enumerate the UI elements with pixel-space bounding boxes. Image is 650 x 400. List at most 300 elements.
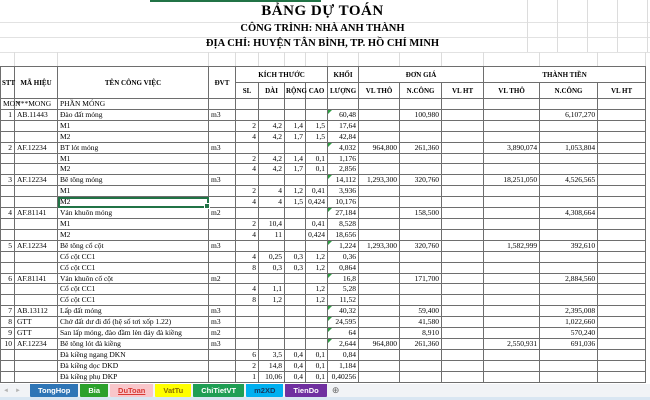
cell-tt_nc[interactable] — [540, 251, 598, 262]
cell-dvt[interactable]: m2 — [209, 208, 236, 219]
cell-tt_vl[interactable] — [484, 229, 540, 240]
cell-cao[interactable]: 0,41 — [306, 186, 328, 197]
cell-rong[interactable] — [285, 295, 306, 306]
cell-dg_vl[interactable] — [359, 208, 400, 219]
cell-cao[interactable]: 0,1 — [306, 153, 328, 164]
cell-dvt[interactable] — [209, 251, 236, 262]
cell-dg_vl[interactable] — [359, 197, 400, 208]
cell-dg_vl[interactable] — [359, 229, 400, 240]
cell-tt_vl[interactable] — [484, 208, 540, 219]
cell-tt_nc[interactable] — [540, 360, 598, 371]
cell-rong[interactable] — [285, 175, 306, 186]
cell-rong[interactable]: 1,7 — [285, 131, 306, 142]
cell-tt_vl[interactable] — [484, 153, 540, 164]
cell-tt_nc[interactable] — [540, 371, 598, 382]
cell-sl[interactable]: 8 — [236, 262, 259, 273]
cell-sl[interactable] — [236, 175, 259, 186]
cell-dg_ht[interactable] — [442, 262, 484, 273]
cell-cao[interactable] — [306, 328, 328, 339]
cell-dg_nc[interactable] — [400, 218, 442, 229]
cell-dg_ht[interactable] — [442, 208, 484, 219]
cell-dvt[interactable] — [209, 262, 236, 273]
cell-tt_nc[interactable]: 6,107,270 — [540, 109, 598, 120]
cell-ten[interactable]: M1 — [58, 218, 209, 229]
cell-dg_nc[interactable] — [400, 284, 442, 295]
cell-rong[interactable] — [285, 99, 306, 110]
sheet-tab-bia[interactable]: Bia — [80, 384, 108, 397]
cell-ma[interactable]: AB.13112 — [15, 306, 58, 317]
cell-ten[interactable]: Đà kiềng phụ DKP — [58, 371, 209, 382]
cell-dg_ht[interactable] — [442, 371, 484, 382]
cell-tt_vl[interactable]: 18,251,050 — [484, 175, 540, 186]
cell-sl[interactable] — [236, 240, 259, 251]
cell-ten[interactable]: Ván khuôn cổ cột — [58, 273, 209, 284]
add-sheet-button[interactable]: ⊕ — [331, 385, 340, 395]
cell-tt_ht[interactable] — [598, 99, 646, 110]
cell-dai[interactable] — [259, 99, 285, 110]
cell-kl[interactable] — [328, 99, 359, 110]
cell-tt_nc[interactable] — [540, 120, 598, 131]
cell-tt_ht[interactable] — [598, 208, 646, 219]
cell-ma[interactable] — [15, 349, 58, 360]
cell-tt_nc[interactable] — [540, 349, 598, 360]
cell-dai[interactable]: 3,5 — [259, 349, 285, 360]
cell-cao[interactable] — [306, 273, 328, 284]
cell-ma[interactable] — [15, 229, 58, 240]
cell-stt[interactable] — [1, 120, 15, 131]
cell-dg_vl[interactable] — [359, 186, 400, 197]
cell-dg_vl[interactable] — [359, 120, 400, 131]
cell-rong[interactable] — [285, 240, 306, 251]
cell-sl[interactable] — [236, 338, 259, 349]
cell-stt[interactable] — [1, 131, 15, 142]
cell-dg_nc[interactable]: 41,580 — [400, 317, 442, 328]
cell-sl[interactable] — [236, 317, 259, 328]
cell-rong[interactable] — [285, 306, 306, 317]
cell-ma[interactable] — [15, 284, 58, 295]
cell-rong[interactable] — [285, 229, 306, 240]
cell-dvt[interactable] — [209, 120, 236, 131]
cell-tt_ht[interactable] — [598, 197, 646, 208]
cell-cao[interactable]: 0,424 — [306, 197, 328, 208]
cell-dvt[interactable] — [209, 229, 236, 240]
cell-stt[interactable]: MON — [1, 99, 15, 110]
cell-tt_vl[interactable] — [484, 273, 540, 284]
cell-dvt[interactable]: m3 — [209, 142, 236, 153]
cell-stt[interactable]: 6 — [1, 273, 15, 284]
cell-sl[interactable]: 2 — [236, 186, 259, 197]
cell-dg_ht[interactable] — [442, 131, 484, 142]
cell-stt[interactable] — [1, 284, 15, 295]
cell-cao[interactable] — [306, 99, 328, 110]
cell-kl[interactable]: 0,36 — [328, 251, 359, 262]
cell-ma[interactable] — [15, 120, 58, 131]
cell-tt_ht[interactable] — [598, 306, 646, 317]
cell-tt_ht[interactable] — [598, 328, 646, 339]
col-header-dg-vl-tho[interactable]: VL THÔ — [359, 83, 400, 99]
cell-ten[interactable]: Đà kiềng ngang DKN — [58, 349, 209, 360]
cell-stt[interactable]: 9 — [1, 328, 15, 339]
cell-dg_vl[interactable] — [359, 109, 400, 120]
cell-dg_vl[interactable]: 964,800 — [359, 338, 400, 349]
cell-tt_ht[interactable] — [598, 229, 646, 240]
cell-kl[interactable]: 3,936 — [328, 186, 359, 197]
cell-dg_ht[interactable] — [442, 338, 484, 349]
cell-dai[interactable] — [259, 338, 285, 349]
cell-stt[interactable]: 7 — [1, 306, 15, 317]
cell-ten[interactable]: Cổ cột CC1 — [58, 251, 209, 262]
cell-dg_vl[interactable] — [359, 306, 400, 317]
cell-tt_ht[interactable] — [598, 273, 646, 284]
cell-dg_nc[interactable] — [400, 120, 442, 131]
cell-rong[interactable] — [285, 218, 306, 229]
cell-sl[interactable] — [236, 142, 259, 153]
cell-tt_ht[interactable] — [598, 295, 646, 306]
cell-kl[interactable]: 27,184 — [328, 208, 359, 219]
cell-cao[interactable] — [306, 240, 328, 251]
col-header-tt-vl-ht[interactable]: VL HT — [598, 83, 646, 99]
cell-cao[interactable] — [306, 317, 328, 328]
tab-scroll-left-icon[interactable]: ◄ — [3, 387, 9, 394]
sheet-tab-tiendo[interactable]: TienDo — [285, 384, 326, 397]
cell-kl[interactable]: 2,856 — [328, 164, 359, 175]
cell-ma[interactable] — [15, 371, 58, 382]
sheet-tab-chitietvt[interactable]: ChiTietVT — [193, 384, 244, 397]
cell-dg_nc[interactable]: 8,910 — [400, 328, 442, 339]
cell-dg_ht[interactable] — [442, 349, 484, 360]
cell-cao[interactable]: 1,2 — [306, 251, 328, 262]
cell-dg_ht[interactable] — [442, 175, 484, 186]
cell-tt_nc[interactable] — [540, 229, 598, 240]
cell-rong[interactable] — [285, 338, 306, 349]
cell-dg_vl[interactable] — [359, 371, 400, 382]
cell-dg_vl[interactable] — [359, 251, 400, 262]
sheet-tab-m2xd[interactable]: m2XD — [246, 384, 283, 397]
cell-kl[interactable]: 1,224 — [328, 240, 359, 251]
cell-rong[interactable]: 1,2 — [285, 186, 306, 197]
cell-ma[interactable] — [15, 164, 58, 175]
cell-cao[interactable]: 0,424 — [306, 229, 328, 240]
cell-dvt[interactable] — [209, 131, 236, 142]
cell-stt[interactable] — [1, 197, 15, 208]
cell-rong[interactable]: 0,3 — [285, 251, 306, 262]
cell-tt_vl[interactable] — [484, 251, 540, 262]
col-header-tt-n-cong[interactable]: N.CÔNG — [540, 83, 598, 99]
cell-dg_ht[interactable] — [442, 229, 484, 240]
cell-kl[interactable]: 18,656 — [328, 229, 359, 240]
cell-dai[interactable]: 4,2 — [259, 153, 285, 164]
cell-ma[interactable] — [15, 197, 58, 208]
cell-tt_vl[interactable]: 1,582,999 — [484, 240, 540, 251]
cell-dg_vl[interactable] — [359, 218, 400, 229]
cell-rong[interactable]: 0,3 — [285, 262, 306, 273]
col-header-ten-cong-viec[interactable]: TÊN CÔNG VIỆC — [58, 67, 209, 99]
cell-tt_vl[interactable] — [484, 284, 540, 295]
cell-dai[interactable] — [259, 317, 285, 328]
cell-cao[interactable]: 1,2 — [306, 295, 328, 306]
cell-ma[interactable]: GTT — [15, 317, 58, 328]
cell-dg_vl[interactable] — [359, 262, 400, 273]
cell-cao[interactable]: 0,1 — [306, 360, 328, 371]
cell-dg_ht[interactable] — [442, 317, 484, 328]
cell-dg_vl[interactable]: 1,293,300 — [359, 240, 400, 251]
cell-dvt[interactable] — [209, 99, 236, 110]
cell-kl[interactable]: 10,176 — [328, 197, 359, 208]
cell-kl[interactable]: 4,032 — [328, 142, 359, 153]
cell-dai[interactable]: 1,1 — [259, 284, 285, 295]
cell-ten[interactable]: Bê tông móng — [58, 175, 209, 186]
cell-dvt[interactable] — [209, 284, 236, 295]
cell-kl[interactable]: 14,112 — [328, 175, 359, 186]
cell-ten[interactable]: Lấp đất móng — [58, 306, 209, 317]
cell-dg_vl[interactable]: 1,293,300 — [359, 175, 400, 186]
cell-sl[interactable]: 4 — [236, 284, 259, 295]
cell-rong[interactable]: 1,4 — [285, 153, 306, 164]
cell-sl[interactable]: 4 — [236, 229, 259, 240]
cell-ten[interactable]: Ván khuôn móng — [58, 208, 209, 219]
cell-ma[interactable]: AB.11443 — [15, 109, 58, 120]
cell-dg_vl[interactable] — [359, 295, 400, 306]
cell-dg_vl[interactable] — [359, 99, 400, 110]
cell-ten[interactable]: PHẦN MÓNG — [58, 99, 209, 110]
cell-dai[interactable] — [259, 273, 285, 284]
cell-ten[interactable]: Cổ cột CC1 — [58, 262, 209, 273]
cell-kl[interactable]: 0,84 — [328, 349, 359, 360]
cell-dg_nc[interactable] — [400, 186, 442, 197]
cell-cao[interactable]: 1,2 — [306, 262, 328, 273]
cell-tt_ht[interactable] — [598, 284, 646, 295]
cell-dg_nc[interactable]: 320,760 — [400, 175, 442, 186]
cell-stt[interactable]: 3 — [1, 175, 15, 186]
cell-tt_vl[interactable] — [484, 371, 540, 382]
cell-dg_nc[interactable] — [400, 197, 442, 208]
cell-cao[interactable] — [306, 306, 328, 317]
cell-sl[interactable] — [236, 306, 259, 317]
cell-stt[interactable] — [1, 229, 15, 240]
cell-tt_nc[interactable] — [540, 186, 598, 197]
cell-tt_nc[interactable]: 1,053,804 — [540, 142, 598, 153]
cell-dai[interactable]: 14,8 — [259, 360, 285, 371]
cell-dvt[interactable]: m3 — [209, 109, 236, 120]
cell-stt[interactable] — [1, 295, 15, 306]
cell-tt_nc[interactable]: 2,395,008 — [540, 306, 598, 317]
cell-tt_vl[interactable] — [484, 262, 540, 273]
cell-kl[interactable]: 2,644 — [328, 338, 359, 349]
cell-tt_nc[interactable]: 4,308,664 — [540, 208, 598, 219]
cell-ten[interactable]: M2 — [58, 164, 209, 175]
cell-tt_ht[interactable] — [598, 251, 646, 262]
cell-sl[interactable]: 4 — [236, 251, 259, 262]
cell-dvt[interactable]: m3 — [209, 175, 236, 186]
cell-dai[interactable] — [259, 328, 285, 339]
cell-tt_vl[interactable] — [484, 317, 540, 328]
cell-ten[interactable]: BT lót móng — [58, 142, 209, 153]
cell-dg_nc[interactable] — [400, 229, 442, 240]
cell-cao[interactable]: 0,1 — [306, 349, 328, 360]
cell-cao[interactable]: 0,1 — [306, 164, 328, 175]
cell-tt_vl[interactable] — [484, 306, 540, 317]
cell-kl[interactable]: 5,28 — [328, 284, 359, 295]
cell-tt_vl[interactable] — [484, 131, 540, 142]
cell-dvt[interactable] — [209, 186, 236, 197]
cell-tt_nc[interactable] — [540, 131, 598, 142]
cell-dai[interactable]: 4 — [259, 186, 285, 197]
cell-dg_nc[interactable] — [400, 262, 442, 273]
cell-tt_nc[interactable] — [540, 262, 598, 273]
cell-dg_nc[interactable] — [400, 349, 442, 360]
cell-dvt[interactable] — [209, 197, 236, 208]
cell-ma[interactable] — [15, 186, 58, 197]
cell-sl[interactable] — [236, 109, 259, 120]
cell-tt_nc[interactable]: 691,036 — [540, 338, 598, 349]
cell-dvt[interactable] — [209, 295, 236, 306]
col-header-cao[interactable]: CAO — [306, 83, 328, 99]
cell-rong[interactable]: 0,4 — [285, 371, 306, 382]
cell-dg_nc[interactable] — [400, 251, 442, 262]
cell-tt_ht[interactable] — [598, 153, 646, 164]
cell-sl[interactable]: 2 — [236, 218, 259, 229]
cell-ten[interactable]: Cổ cột CC1 — [58, 295, 209, 306]
cell-kl[interactable]: 16,8 — [328, 273, 359, 284]
cell-cao[interactable] — [306, 109, 328, 120]
cell-ma[interactable]: AF.12234 — [15, 240, 58, 251]
cell-ma[interactable] — [15, 218, 58, 229]
cell-dg_ht[interactable] — [442, 284, 484, 295]
cell-dg_nc[interactable]: 158,500 — [400, 208, 442, 219]
cell-ma[interactable] — [15, 131, 58, 142]
cell-tt_nc[interactable] — [540, 153, 598, 164]
cell-dg_vl[interactable]: 964,800 — [359, 142, 400, 153]
cell-tt_ht[interactable] — [598, 142, 646, 153]
cell-dai[interactable]: 4,2 — [259, 164, 285, 175]
cell-sl[interactable]: 8 — [236, 295, 259, 306]
cell-dg_nc[interactable]: 59,400 — [400, 306, 442, 317]
cell-ma[interactable]: GTT — [15, 328, 58, 339]
cell-dg_vl[interactable] — [359, 164, 400, 175]
cell-dvt[interactable] — [209, 153, 236, 164]
cell-sl[interactable]: 2 — [236, 153, 259, 164]
cell-tt_nc[interactable] — [540, 218, 598, 229]
cell-tt_ht[interactable] — [598, 317, 646, 328]
cell-ten[interactable]: Đà kiềng dọc DKD — [58, 360, 209, 371]
cell-tt_nc[interactable]: 570,240 — [540, 328, 598, 339]
cell-rong[interactable]: 0,4 — [285, 349, 306, 360]
cell-dg_ht[interactable] — [442, 99, 484, 110]
cell-tt_vl[interactable] — [484, 197, 540, 208]
cell-stt[interactable] — [1, 360, 15, 371]
cell-dg_nc[interactable] — [400, 360, 442, 371]
cell-dai[interactable]: 4 — [259, 197, 285, 208]
cell-tt_vl[interactable] — [484, 360, 540, 371]
cell-dg_vl[interactable] — [359, 317, 400, 328]
cell-dg_ht[interactable] — [442, 273, 484, 284]
cell-ten[interactable]: M2 — [58, 131, 209, 142]
cell-dg_ht[interactable] — [442, 328, 484, 339]
cell-stt[interactable]: 1 — [1, 109, 15, 120]
cell-kl[interactable]: 1,184 — [328, 360, 359, 371]
cell-kl[interactable]: 64 — [328, 328, 359, 339]
cell-rong[interactable]: 1,7 — [285, 164, 306, 175]
cell-ten[interactable]: Đào đất móng — [58, 109, 209, 120]
cell-dg_nc[interactable]: 171,700 — [400, 273, 442, 284]
cell-tt_nc[interactable] — [540, 99, 598, 110]
cell-dai[interactable]: 10,4 — [259, 218, 285, 229]
cell-dvt[interactable]: m3 — [209, 306, 236, 317]
cell-dg_nc[interactable]: 261,360 — [400, 142, 442, 153]
cell-tt_ht[interactable] — [598, 120, 646, 131]
cell-dg_nc[interactable] — [400, 164, 442, 175]
cell-tt_nc[interactable]: 392,610 — [540, 240, 598, 251]
cell-dg_ht[interactable] — [442, 218, 484, 229]
col-header-dai[interactable]: DÀI — [259, 83, 285, 99]
cell-dai[interactable]: 10,06 — [259, 371, 285, 382]
cell-ma[interactable] — [15, 295, 58, 306]
cell-tt_vl[interactable] — [484, 120, 540, 131]
cell-tt_ht[interactable] — [598, 175, 646, 186]
cell-dg_nc[interactable] — [400, 295, 442, 306]
cell-dai[interactable] — [259, 208, 285, 219]
cell-dg_ht[interactable] — [442, 306, 484, 317]
cell-kl[interactable]: 40,32 — [328, 306, 359, 317]
cell-dg_vl[interactable] — [359, 273, 400, 284]
cell-kl[interactable]: 17,64 — [328, 120, 359, 131]
cell-sl[interactable]: 1 — [236, 371, 259, 382]
cell-cao[interactable] — [306, 142, 328, 153]
cell-sl[interactable] — [236, 99, 259, 110]
cell-dg_nc[interactable]: 261,360 — [400, 338, 442, 349]
cell-stt[interactable]: 2 — [1, 142, 15, 153]
cell-dai[interactable]: 11 — [259, 229, 285, 240]
cell-rong[interactable] — [285, 142, 306, 153]
cell-rong[interactable] — [285, 328, 306, 339]
col-header-dvt[interactable]: ĐVT — [209, 67, 236, 99]
cell-dai[interactable]: 0,25 — [259, 251, 285, 262]
cell-stt[interactable] — [1, 371, 15, 382]
cell-dg_vl[interactable] — [359, 360, 400, 371]
cell-dai[interactable] — [259, 109, 285, 120]
cell-stt[interactable] — [1, 164, 15, 175]
cell-kl[interactable]: 42,84 — [328, 131, 359, 142]
cell-tt_nc[interactable]: 1,022,660 — [540, 317, 598, 328]
cell-dg_ht[interactable] — [442, 109, 484, 120]
cell-tt_vl[interactable] — [484, 218, 540, 229]
cell-dg_ht[interactable] — [442, 240, 484, 251]
cell-kl[interactable]: 60,48 — [328, 109, 359, 120]
cell-ma[interactable] — [15, 360, 58, 371]
cell-rong[interactable] — [285, 284, 306, 295]
cell-tt_vl[interactable] — [484, 295, 540, 306]
col-header-tt-vl-tho[interactable]: VL THÔ — [484, 83, 540, 99]
col-header-kich-thuoc[interactable]: KÍCH THƯỚC — [236, 67, 328, 83]
cell-kl[interactable]: 8,528 — [328, 218, 359, 229]
col-header-sl[interactable]: SL — [236, 83, 259, 99]
cell-tt_ht[interactable] — [598, 371, 646, 382]
sheet-tab-tonghop[interactable]: TongHop — [30, 384, 78, 397]
cell-tt_vl[interactable] — [484, 99, 540, 110]
cell-tt_vl[interactable]: 2,550,931 — [484, 338, 540, 349]
cell-dg_ht[interactable] — [442, 153, 484, 164]
cell-tt_ht[interactable] — [598, 338, 646, 349]
cell-dai[interactable] — [259, 142, 285, 153]
cell-tt_vl[interactable] — [484, 349, 540, 360]
cell-sl[interactable]: 4 — [236, 164, 259, 175]
cell-dvt[interactable]: m3 — [209, 338, 236, 349]
cell-dvt[interactable] — [209, 164, 236, 175]
cell-sl[interactable]: 4 — [236, 131, 259, 142]
cell-dg_ht[interactable] — [442, 251, 484, 262]
cell-stt[interactable]: 8 — [1, 317, 15, 328]
col-header-dg-vl-ht[interactable]: VL HT — [442, 83, 484, 99]
